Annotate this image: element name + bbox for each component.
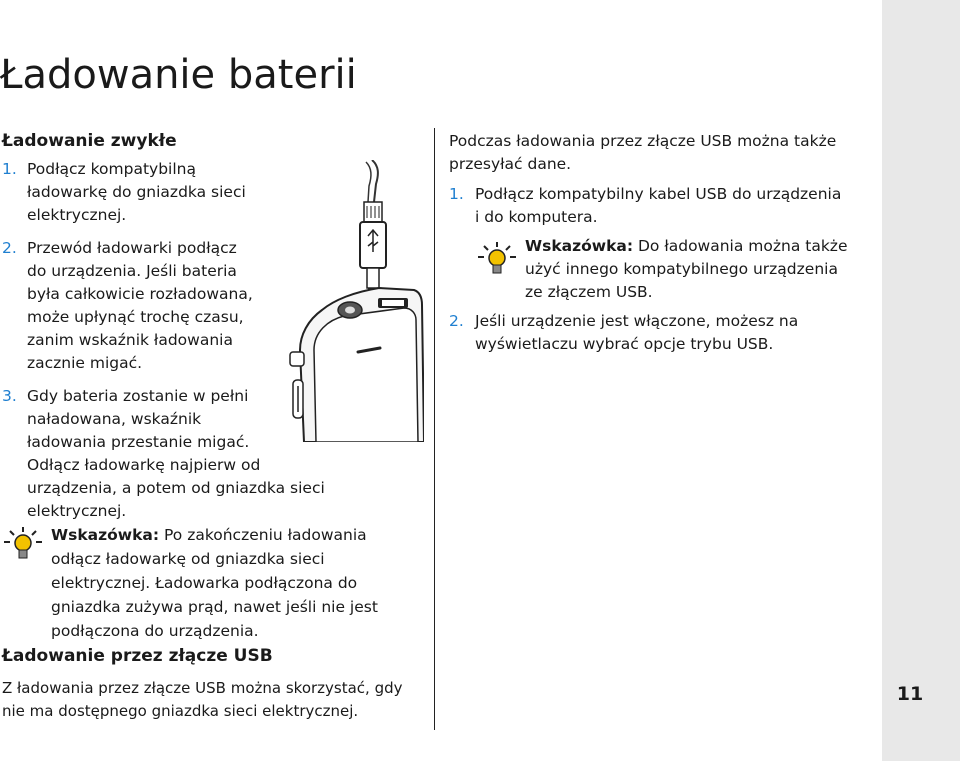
phone-usb-charging-illustration — [284, 160, 424, 442]
step-text-line: elektrycznej. — [27, 502, 127, 520]
lightbulb-tip-icon — [2, 525, 44, 561]
step-text-line: Podłącz kompatybilny kabel USB do urządzenia — [475, 185, 842, 203]
tip-text: elektrycznej. Ładowarka podłączona do — [51, 574, 358, 592]
step-text-line: Odłącz ładowarkę najpierw od — [27, 456, 261, 474]
tip-label: Wskazówka: — [525, 237, 634, 255]
step-text-line: naładowana, wskaźnik — [27, 410, 202, 428]
step-text-line: wyświetlaczu wybrać opcje trybu USB. — [475, 335, 774, 353]
step-text-line: do urządzenia. Jeśli bateria — [27, 262, 237, 280]
usb-intro-paragraph — [449, 130, 879, 176]
step-text-line: i do komputera. — [475, 208, 598, 226]
column-divider — [434, 128, 435, 730]
step-text-line: urządzenia, a potem od gniazdka sieci — [27, 479, 325, 497]
step-text-line: może upłynąć trochę czasu, — [27, 308, 244, 326]
step-text-line: Podłącz kompatybilną — [27, 160, 196, 178]
page-number: 11 — [896, 683, 924, 705]
step-text-line: zacznie migać. — [27, 354, 143, 372]
step-text-line: Gdy bateria zostanie w pełni — [27, 387, 249, 405]
step-number: 2. — [2, 239, 17, 257]
step-text-line: była całkowicie rozładowana, — [27, 285, 253, 303]
paragraph-line: nie ma dostępnego gniazdka sieci elektrycznej. — [2, 702, 359, 720]
step-text-line: elektrycznej. — [27, 206, 127, 224]
tip-text: Po zakończeniu ładowania — [163, 526, 367, 544]
tip-text: gniazdka zużywa prąd, nawet jeśli nie jest — [51, 598, 378, 616]
usb-step-2 — [449, 310, 879, 356]
step-number: 1. — [449, 185, 464, 203]
left-tip — [51, 523, 431, 643]
step-number: 2. — [449, 312, 464, 330]
tip-text: podłączona do urządzenia. — [51, 622, 259, 640]
tip-text: odłącz ładowarkę od gniazdka sieci — [51, 550, 325, 568]
tip-text: ze złączem USB. — [525, 283, 653, 301]
section-heading-usb-charging: Ładowanie przez złącze USB — [2, 646, 273, 666]
tip-label: Wskazówka: — [51, 526, 160, 544]
step-text-line: zanim wskaźnik ładowania — [27, 331, 233, 349]
page-side-band — [882, 0, 960, 761]
step-text-line: Jeśli urządzenie jest włączone, możesz na — [475, 312, 799, 330]
step-text-line: ładowania przestanie migać. — [27, 433, 250, 451]
paragraph-line: przesyłać dane. — [449, 155, 572, 173]
page-title: Ładowanie baterii — [0, 52, 357, 98]
tip-text: użyć innego kompatybilnego urządzenia — [525, 260, 838, 278]
section-heading-regular-charging: Ładowanie zwykłe — [2, 131, 177, 151]
usb-step-1 — [449, 183, 879, 229]
step-number: 3. — [2, 387, 17, 405]
step-text-line: ładowarkę do gniazdka sieci — [27, 183, 246, 201]
usb-paragraph — [2, 677, 432, 723]
step-text-line: Przewód ładowarki podłącz — [27, 239, 237, 257]
step-number: 1. — [2, 160, 17, 178]
right-tip — [525, 235, 875, 304]
paragraph-line: Podczas ładowania przez złącze USB można także — [449, 132, 837, 150]
lightbulb-tip-icon — [476, 240, 518, 276]
tip-text: Do ładowania można także — [637, 237, 848, 255]
paragraph-line: Z ładowania przez złącze USB można skorzystać, gdy — [2, 679, 403, 697]
